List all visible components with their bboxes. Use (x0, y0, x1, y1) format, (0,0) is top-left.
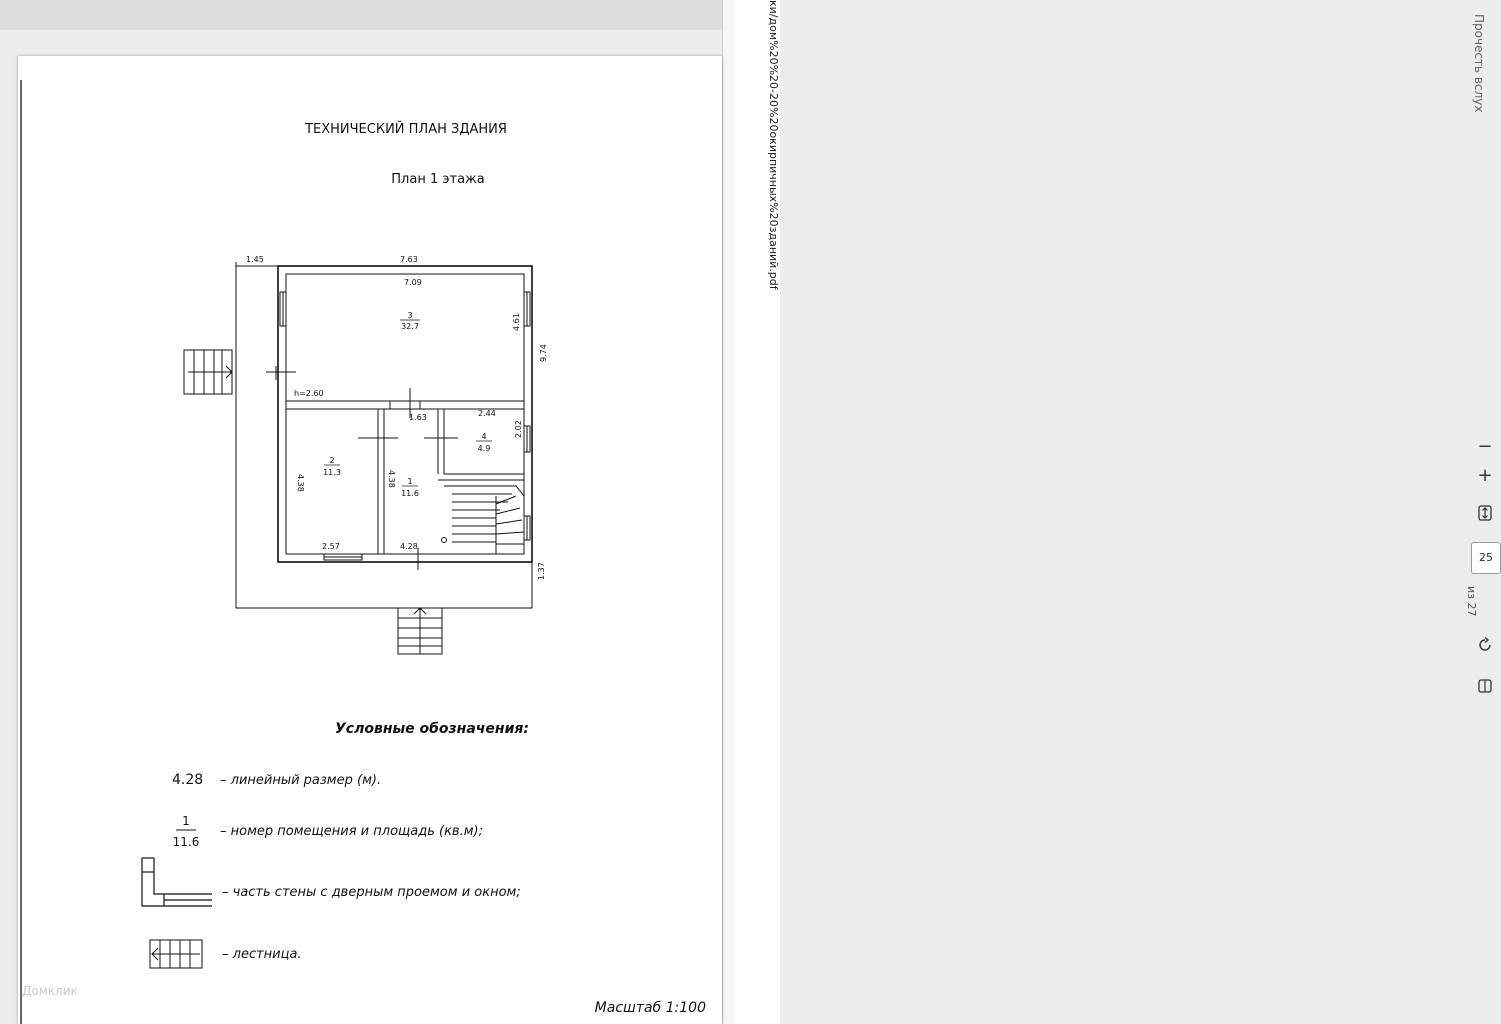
stair-step (496, 508, 520, 514)
svg-text:4: 4 (481, 432, 487, 441)
dim-label: 4.61 (512, 313, 521, 331)
svg-text:3: 3 (407, 311, 413, 320)
fit-page-icon[interactable] (1470, 505, 1500, 523)
room-label-1 (401, 477, 419, 498)
legend-example-size: 4.28 (172, 772, 204, 788)
zoom-in-button[interactable]: + (1477, 465, 1493, 486)
svg-text:11.3: 11.3 (323, 468, 341, 477)
dim-label: 4.38 (296, 474, 305, 492)
dim-label: 4.38 (387, 470, 396, 488)
room-label-2 (323, 456, 341, 477)
legend-stair-symbol (150, 940, 202, 968)
legend-example-room-number: 1 (182, 814, 190, 828)
dim-label: h=2.60 (294, 389, 324, 398)
document-page (18, 56, 722, 1024)
document-path-label: ки/дом%20%20-20%20окирпичных%20зданий.pdf (767, 0, 780, 290)
page-number-input[interactable]: 25 (1471, 542, 1501, 574)
column-mark (442, 538, 447, 543)
dim-label: 7.63 (400, 255, 418, 264)
window-hall-top (390, 401, 420, 409)
stair-step (496, 532, 524, 534)
dim-label: 1.63 (409, 413, 427, 422)
svg-text:2: 2 (329, 456, 335, 465)
dim-label: 9.74 (539, 344, 548, 362)
dim-label: 7.09 (404, 278, 422, 287)
read-aloud-button[interactable]: Прочесть вслух (1472, 14, 1486, 113)
dim-label: 2.57 (322, 542, 340, 551)
page-view-icon[interactable] (1470, 678, 1500, 698)
page-total-label: из 27 (1465, 586, 1478, 617)
scale-label: Масштаб 1:100 (594, 1000, 706, 1016)
dim-label: 1.37 (537, 562, 546, 580)
stair-step (496, 520, 522, 524)
room-label-4 (476, 432, 492, 453)
watermark: Домклик (22, 984, 78, 998)
dim-label: 1.45 (246, 255, 264, 264)
rotate-icon[interactable] (1470, 636, 1500, 658)
room-label-3 (400, 311, 420, 331)
page-margin-line (20, 80, 22, 1024)
legend-example-room-area: 11.6 (172, 835, 200, 849)
dim-label: 4.28 (400, 542, 418, 551)
legend-room-text: – номер помещения и площадь (кв.м); (220, 824, 483, 839)
legend-stair-text: – лестница. (222, 947, 302, 962)
svg-text:1: 1 (407, 477, 413, 486)
plan-subtitle: План 1 этажа (391, 172, 485, 187)
svg-text:32.7: 32.7 (401, 322, 419, 331)
legend-wall-text: – часть стены с дверным проемом и окном; (222, 885, 521, 900)
legend-wall-symbol (142, 858, 212, 906)
legend-title: Условные обозначения: (335, 721, 529, 737)
zoom-out-button[interactable]: − (1477, 436, 1493, 457)
dim-label: 2.44 (478, 409, 496, 418)
floor-plan-drawing (184, 262, 532, 654)
svg-text:4.9: 4.9 (477, 444, 491, 453)
viewer-toolbar-strip (0, 0, 722, 30)
svg-text:11.6: 11.6 (401, 489, 419, 498)
plan-title: ТЕХНИЧЕСКИЙ ПЛАН ЗДАНИЯ (305, 122, 507, 137)
dim-label: 2.02 (514, 420, 523, 438)
legend-size-text: – линейный размер (м). (220, 773, 382, 788)
stair-step (496, 496, 516, 504)
